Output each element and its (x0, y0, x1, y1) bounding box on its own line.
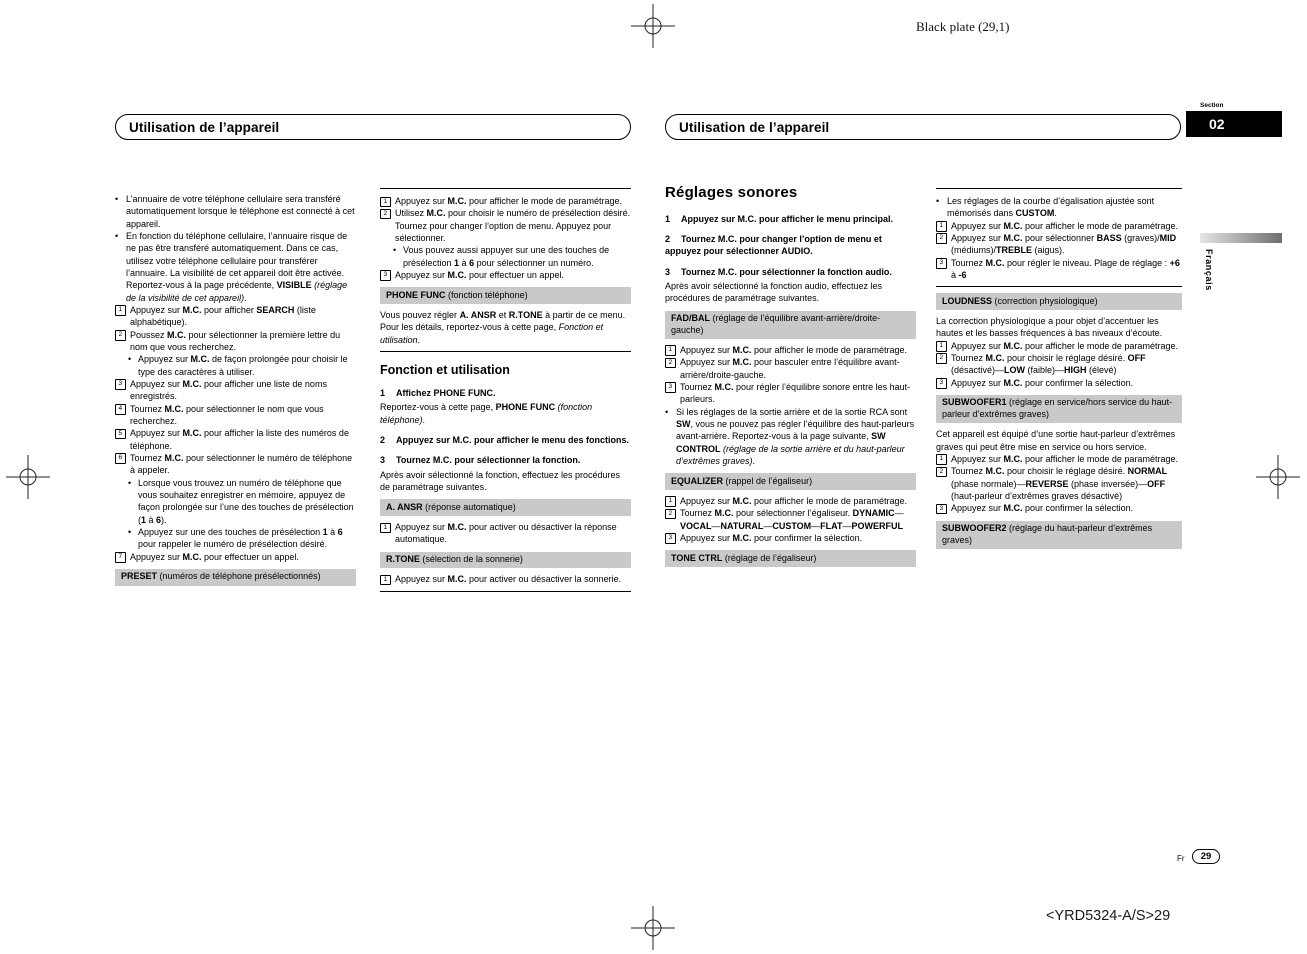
bold-step-number: 1 (380, 388, 386, 399)
numbered-step (936, 220, 1182, 232)
bullet-dot: • (128, 526, 132, 537)
body-text: Appuyez sur M.C. pour afficher le mode de paramétrage. (951, 340, 1178, 351)
document-code: <YRD5324-A/S>29 (1046, 908, 1171, 924)
numbered-step (936, 465, 1182, 502)
section-number: 02 (1209, 116, 1225, 132)
bold-step-number: 3 (665, 266, 671, 277)
function-header-bar: SUBWOOFER2 (réglage du haut-parleur d’extrêmes graves) (936, 521, 1182, 549)
bullet-dot: • (115, 230, 119, 241)
numbered-step (936, 453, 1182, 465)
column-3 (665, 183, 916, 572)
section-heading: Réglages sonores (665, 184, 798, 201)
numbered-step (665, 495, 916, 507)
body-text: Appuyez sur M.C. pour effectuer un appel. (130, 551, 299, 562)
body-text: Appuyez sur M.C. pour afficher une liste de noms enregistrés. (130, 378, 327, 402)
page-header-left-title: Utilisation de l’appareil (129, 119, 280, 135)
crop-mark-left-icon (6, 455, 50, 499)
bold-step-number: 2 (380, 435, 386, 446)
crop-mark-bottom-icon (631, 906, 675, 950)
numbered-step (115, 452, 356, 477)
numbered-step (936, 340, 1182, 352)
bold-step (380, 434, 631, 446)
function-header-bar: SUBWOOFER1 (réglage en service/hors service du haut-parleur d’extrêmes graves) (936, 395, 1182, 423)
language-tab-bar (1200, 233, 1282, 243)
step-number-box: 3 (380, 270, 391, 281)
body-text: Tournez M.C. pour choisir le réglage désiré. NORMAL (phase normale)—REVERSE (phase inversée)—OFF (haut-parleur d’extrêmes graves désactivé) (951, 466, 1168, 501)
body-text: Appuyez sur M.C. pour activer ou désactiver la réponse automatique. (395, 522, 617, 545)
numbered-step (380, 195, 631, 207)
body-text: Poussez M.C. pour sélectionner la première lettre du nom que vous recherchez. (130, 329, 341, 352)
numbered-step (380, 573, 631, 585)
bold-step-number: 1 (665, 213, 671, 224)
step-number-box: 7 (115, 552, 126, 563)
bold-step (665, 233, 916, 258)
numbered-step (380, 207, 631, 244)
bold-step-number: 2 (665, 233, 671, 244)
bullet-dot: • (128, 477, 132, 488)
bold-step-number: 3 (380, 455, 386, 466)
step-number-box: 3 (936, 258, 947, 269)
body-text: Utilisez M.C. pour choisir le numéro de présélection désiré. Tournez pour changer l’option de menu. Appuyez pour sélectionner. (395, 208, 631, 243)
function-header-bar: FAD/BAL (réglage de l’équilibre avant-arrière/droite-gauche) (665, 311, 916, 339)
body-text: Appuyez sur une des touches de présélection 1 à 6 pour rappeler le numéro de présélection désiré. (138, 526, 343, 550)
bold-step-text: Affichez PHONE FUNC. (396, 388, 496, 399)
language-tab: Français (1204, 249, 1214, 291)
function-header-bar: A. ANSR (réponse automatique) (380, 499, 631, 516)
step-number-box: 2 (115, 330, 126, 341)
page-number-badge: 29 (1192, 849, 1220, 864)
body-text: L’annuaire de votre téléphone cellulaire sera transféré automatiquement lorsque le téléphone est connecté à cet appareil. (126, 194, 355, 229)
numbered-step (115, 378, 356, 403)
step-number-box: 1 (115, 305, 126, 316)
numbered-step (665, 507, 916, 532)
body-text: Appuyez sur M.C. pour afficher la liste des numéros de téléphone. (130, 428, 349, 451)
body-text: Appuyez sur M.C. pour confirmer la sélection. (951, 503, 1134, 514)
column-4 (936, 183, 1182, 554)
step-number-box: 2 (665, 358, 676, 369)
step-number-box: 1 (936, 221, 947, 232)
body-text: Appuyez sur M.C. pour sélectionner BASS (graves)/MID (médiums)/TREBLE (aigus). (951, 232, 1177, 256)
step-number-box: 3 (115, 379, 126, 390)
numbered-step (665, 532, 916, 544)
bullet-dot: • (393, 245, 397, 256)
numbered-step (936, 377, 1182, 389)
step-number-box: 1 (936, 341, 947, 352)
bullet-item (115, 230, 356, 304)
column-2 (380, 183, 631, 598)
bold-step (665, 266, 916, 278)
numbered-step (936, 257, 1182, 282)
body-text: Appuyez sur M.C. pour afficher le mode de paramétrage. (680, 344, 907, 355)
step-number-box: 2 (665, 509, 676, 520)
step-number-box: 6 (115, 453, 126, 464)
body-text: Tournez M.C. pour choisir le réglage désiré. OFF (désactivé)—LOW (faible)—HIGH (élevé) (951, 352, 1146, 376)
bullet-dot: • (128, 354, 132, 365)
step-number-box: 1 (936, 454, 947, 465)
function-header-bar: LOUDNESS (correction physiologique) (936, 293, 1182, 310)
numbered-step (380, 521, 631, 546)
body-text: Tournez M.C. pour régler le niveau. Plage de réglage : +6 à -6 (951, 257, 1180, 280)
numbered-step (665, 356, 916, 381)
numbered-step (665, 344, 916, 356)
numbered-step (936, 502, 1182, 514)
body-text: Appuyez sur M.C. pour afficher SEARCH (liste alphabétique). (130, 304, 316, 328)
bullet-dot: • (936, 196, 940, 206)
body-text: Appuyez sur M.C. pour confirmer la sélection. (951, 377, 1134, 388)
body-text: Tournez M.C. pour régler l’équilibre sonore entre les haut-parleurs. (680, 381, 911, 405)
bold-step-text: Tournez M.C. pour sélectionner la fonction audio. (681, 266, 892, 277)
step-number-box: 2 (380, 209, 391, 220)
step-number-box: 2 (936, 353, 947, 364)
page-header-right (665, 114, 1181, 140)
sub-bullet-item (115, 526, 356, 551)
body-text: En fonction du téléphone cellulaire, l’annuaire risque de ne pas être transféré automatiquement. Dans ce cas, utilisez votre téléphone cellulaire pour transférer l’annuaire. La visibilité de cet appareil doit être activée. Reportez-vous à la page précédente, VISIBLE (réglage de la visibilité de cet appareil). (126, 230, 348, 303)
numbered-step (115, 403, 356, 428)
function-header-bar: TONE CTRL (réglage de l’égaliseur) (665, 550, 916, 567)
numbered-step (115, 304, 356, 329)
step-number-box: 1 (380, 523, 391, 534)
bold-step-text: Appuyez sur M.C. pour afficher le menu principal. (681, 213, 894, 224)
footer-language: Fr (1177, 854, 1185, 863)
function-header-bar: PRESET (numéros de téléphone présélectionnés) (115, 569, 356, 586)
section-number-box (1186, 111, 1282, 137)
body-text: Appuyez sur M.C. pour activer ou désactiver la sonnerie. (395, 574, 622, 585)
divider-rule (380, 591, 631, 592)
column-1 (115, 183, 356, 591)
function-header-bar: EQUALIZER (rappel de l’égaliseur) (665, 473, 916, 490)
section-label: Section (1200, 102, 1224, 109)
step-number-box: 4 (115, 404, 126, 415)
page-header-right-title: Utilisation de l’appareil (679, 119, 830, 135)
divider-rule (936, 188, 1182, 189)
bold-step (380, 454, 631, 466)
numbered-step (115, 427, 356, 452)
body-text: Appuyez sur M.C. pour afficher le mode de paramétrage. (951, 453, 1178, 464)
paragraph: Vous pouvez régler A. ANSR et R.TONE à partir de ce menu. Pour les détails, reportez-vous à cette page, Fonction et utilisation. (380, 309, 626, 345)
paragraph: Après avoir sélectionné la fonction, effectuez les procédures de paramétrage suivantes. (380, 469, 620, 493)
bold-step (380, 387, 631, 399)
paragraph: Reportez-vous à cette page, PHONE FUNC (fonction téléphone). (380, 402, 593, 425)
paragraph: Cet appareil est équipé d’une sortie haut-parleur d’extrêmes graves qui peut être mise en service ou hors service. (936, 429, 1176, 452)
bold-step (665, 213, 916, 225)
sub-bullet-item (380, 244, 631, 269)
divider-rule (380, 188, 631, 189)
bold-step-text: Tournez M.C. pour sélectionner la fonction. (396, 455, 581, 466)
step-number-box: 3 (665, 382, 676, 393)
step-number-box: 1 (380, 197, 391, 208)
step-number-box: 2 (936, 233, 947, 244)
function-header-bar: PHONE FUNC (fonction téléphone) (380, 287, 631, 304)
divider-rule (380, 351, 631, 352)
step-number-box: 3 (936, 504, 947, 515)
body-text: Appuyez sur M.C. pour afficher le mode de paramétrage. (395, 196, 622, 206)
numbered-step (665, 381, 916, 406)
step-number-box: 3 (665, 533, 676, 544)
numbered-step (115, 329, 356, 354)
step-number-box: 1 (380, 575, 391, 586)
body-text: Lorsque vous trouvez un numéro de téléphone que vous souhaitez enregistrer en mémoire, appuyez de façon prolongée sur l’une des touches de présélection (1 à 6). (138, 477, 354, 525)
crop-mark-top-icon (631, 4, 675, 48)
step-number-box: 1 (665, 496, 676, 507)
subsection-heading: Fonction et utilisation (380, 362, 510, 377)
sub-bullet-item (115, 477, 356, 526)
function-header-bar: R.TONE (sélection de la sonnerie) (380, 552, 631, 569)
crop-mark-right-icon (1256, 455, 1300, 499)
body-text: Tournez M.C. pour sélectionner l’égaliseur. DYNAMIC—VOCAL—NATURAL—CUSTOM—FLAT—POWERFUL (680, 508, 904, 531)
bullet-item (936, 195, 1182, 220)
step-number-box: 2 (936, 467, 947, 478)
body-text: Appuyez sur M.C. pour afficher le mode de paramétrage. (951, 220, 1178, 231)
sub-bullet-item (115, 353, 356, 378)
body-text: Appuyez sur M.C. pour afficher le mode de paramétrage. (680, 495, 907, 506)
body-text: Tournez M.C. pour sélectionner le numéro de téléphone à appeler. (130, 452, 353, 476)
numbered-step (380, 269, 631, 281)
step-number-box: 3 (936, 378, 947, 389)
body-text: Les réglages de la courbe d’égalisation ajustée sont mémorisés dans CUSTOM. (947, 196, 1155, 219)
body-text: Tournez M.C. pour sélectionner le nom que vous recherchez. (130, 403, 324, 426)
step-number-box: 1 (665, 345, 676, 356)
body-text: Appuyez sur M.C. pour basculer entre l’équilibre avant-arrière/droite-gauche. (680, 357, 900, 380)
numbered-step (115, 551, 356, 563)
bullet-dot: • (665, 406, 669, 417)
paragraph: Après avoir sélectionné la fonction audio, effectuez les procédures de paramétrage suivantes. (665, 280, 882, 304)
paragraph: La correction physiologique a pour objet d’accentuer les hautes et les basses fréquences à bas niveaux d’écoute. (936, 315, 1163, 339)
body-text: Appuyez sur M.C. pour effectuer un appel. (395, 269, 564, 280)
step-number-box: 5 (115, 429, 126, 440)
body-text: Si les réglages de la sortie arrière et de la sortie RCA sont SW, vous ne pouvez pas régler l’équilibre des haut-parleurs avant-arrière. Reportez-vous à la page suivante, SW CONTROL (réglage de la sortie arrière et du haut-parleur d’extrêmes graves). (676, 406, 915, 466)
body-text: Appuyez sur M.C. pour confirmer la sélection. (680, 532, 863, 543)
bold-step-text: Tournez M.C. pour changer l’option de menu et appuyez pour sélectionner AUDIO. (665, 233, 882, 257)
numbered-step (936, 232, 1182, 257)
body-text: Appuyez sur M.C. de façon prolongée pour choisir le type des caractères à utiliser. (138, 354, 348, 377)
numbered-step (936, 352, 1182, 377)
page-header-left (115, 114, 631, 140)
bold-step-text: Appuyez sur M.C. pour afficher le menu des fonctions. (396, 435, 630, 446)
plate-note: Black plate (29,1) (916, 19, 1010, 34)
bullet-item (665, 406, 916, 468)
bullet-dot: • (115, 194, 119, 204)
divider-rule (936, 286, 1182, 287)
bullet-item (115, 193, 356, 230)
body-text: Vous pouvez aussi appuyer sur une des touches de présélection 1 à 6 pour sélectionner un numéro. (403, 245, 610, 268)
